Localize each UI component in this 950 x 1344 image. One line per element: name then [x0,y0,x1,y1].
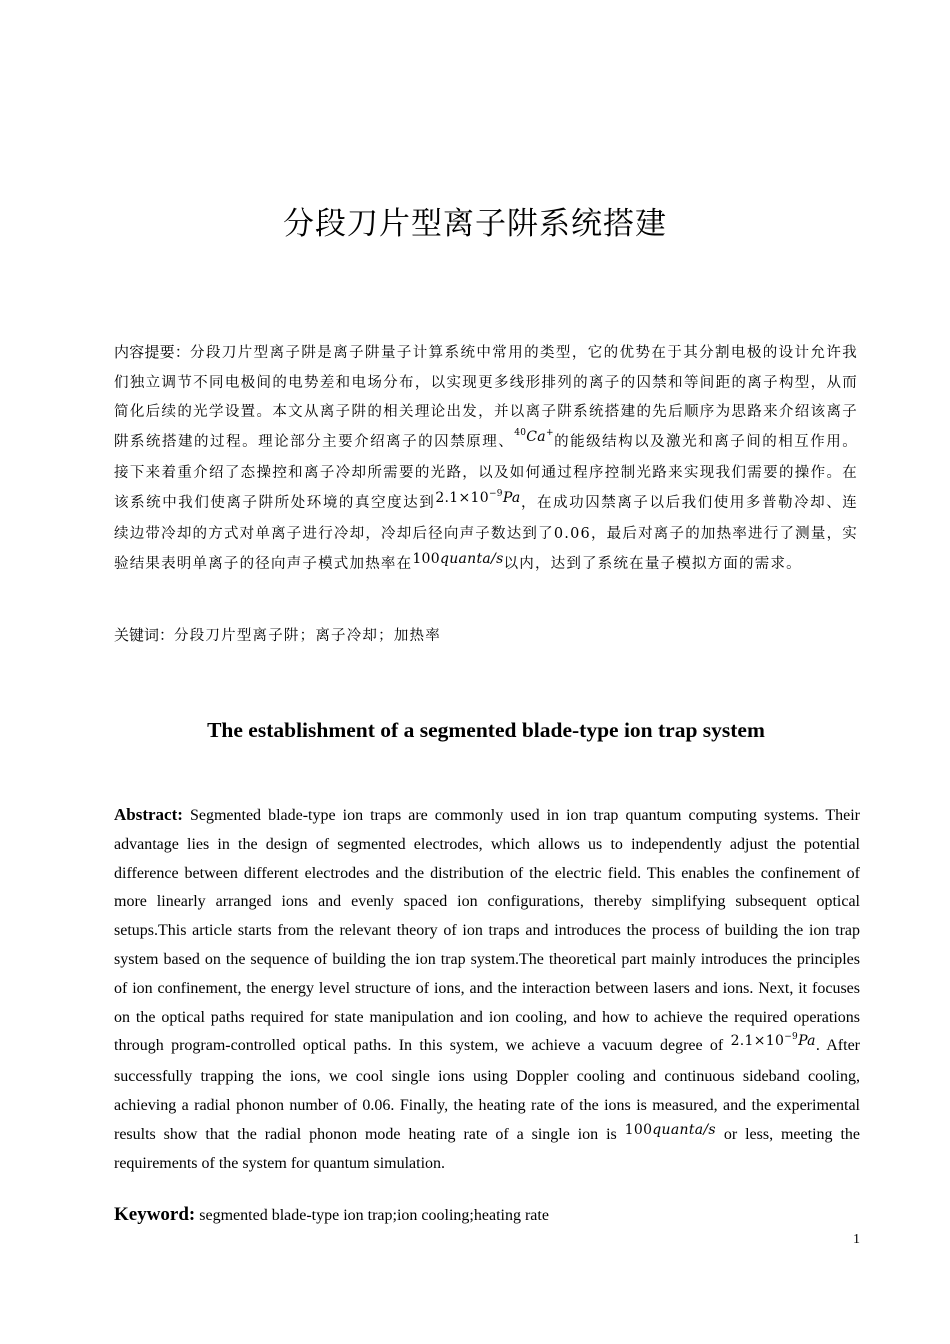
math-heating-cn [412,551,503,567]
math-ion-symbol: Ca [526,428,546,445]
chinese-keywords-label: 关键词： [114,626,175,644]
math-vacuum-cn-base: 2.1×10 [435,489,489,506]
math-vacuum-en [731,1033,816,1049]
chinese-keywords [114,624,858,645]
chinese-abstract [114,338,858,579]
english-abstract-label: Abstract: [114,805,183,824]
english-abstract-text-2: . After successfully trapping the ions, we cool single ions using Doppler cooling and continuous sideband cooling, achieving a radial phonon number of 0.06. Finally, the heating rate of the ions is measured, and the experimental results show that the radial phonon mode heating rate of a single ion is [114,1037,861,1143]
chinese-abstract-text-4: 以内，达到了系统在量子模拟方面的需求。 [503,555,802,572]
english-keywords-label: Keyword: [114,1204,196,1225]
page-number: 1 [853,1232,860,1247]
chinese-abstract-label: 内容提要： [114,343,191,361]
chinese-title: 分段刀片型离子阱系统搭建 [283,206,667,242]
math-vacuum-en-exp: −9 [784,1032,799,1043]
math-vacuum-en-base: 2.1×10 [730,1033,785,1050]
english-keywords [114,1204,860,1226]
math-ion-formula [514,429,554,445]
math-vacuum-cn [435,490,520,506]
math-heating-en-unit: quanta/s [652,1121,716,1138]
english-title: The establishment of a segmented blade-type ion trap system [207,718,765,742]
math-vacuum-cn-exp: −9 [488,488,503,499]
math-heating-en [625,1122,716,1138]
chinese-abstract-text-2: 的能级结构以及激光和离子间的相互作用。接下来着重介绍了态操控和离子冷却所需要的光路，以及如何通过程序控制光路来实现我们需要的操作。在该系统中我们使离子阱所处环境的真空度达到 [114,433,858,511]
math-ion-mass: 40 [514,427,527,438]
chinese-abstract-text-1: 分段刀片型离子阱是离子阱量子计算系统中常用的类型，它的优势在于其分割电极的设计允许我们独立调节不同电极间的电势差和电场分布，以实现更多线形排列的离子的囚禁和等间距的离子构型，从而简化后续的光学设置。本文从离子阱的相关理论出发，并以离子阱系统搭建的先后顺序为思路来介绍该离子阱系统搭建的过程。理论部分主要介绍离子的囚禁原理、 [114,345,858,450]
math-heating-en-num: 100 [624,1121,653,1138]
english-abstract-text-3: or less, meeting the requirements of the system for quantum simulation. [114,1125,860,1172]
chinese-keywords-text: 分段刀片型离子阱；离子冷却；加热率 [174,628,441,644]
math-heating-cn-num: 100 [412,550,440,567]
math-vacuum-en-unit: Pa [798,1033,816,1050]
math-heating-cn-unit: quanta/s [439,550,504,567]
math-ion-charge: + [545,427,554,438]
chinese-abstract-text-3: ，在成功囚禁离子以后我们使用多普勒冷却、连续边带冷却的方式对单离子进行冷却，冷却后径向声子数达到了0.06，最后对离子的加热率进行了测量，实验结果表明单离子的径向声子模式加热率在 [114,494,858,572]
math-vacuum-cn-unit: Pa [502,489,521,506]
english-abstract [114,801,860,1178]
english-abstract-text-1: Segmented blade-type ion traps are commonly used in ion trap quantum computing systems. Their advantage lies in the design of segmented electrodes, which allows us to independently adjust the potential difference between different electrodes and the distribution of the electric field. This enables the confinement of more linearly arranged ions and evenly spaced ion configurations, thereby simplifying subsequent optical setups.This article starts from the relevant theory of ion traps and introduces the process of building the ion trap system based on the sequence of building the ion trap system.The theoretical part mainly introduces the principles of ion confinement, the energy level structure of ions, and the interaction between lasers and ions. Next, it focuses on the optical paths required for state manipulation and ion cooling, and how to achieve the required operations through program-controlled optical paths. In this system, we achieve a vacuum degree of [114,807,860,1055]
english-keywords-text: segmented blade-type ion trap;ion cooling;heating rate [195,1207,549,1224]
